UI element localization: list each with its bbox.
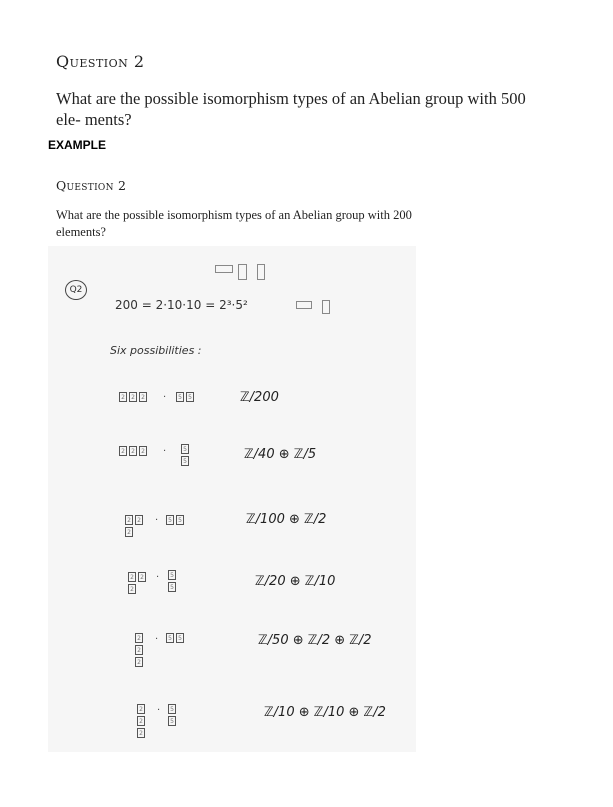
- sketch-diagram: [322, 300, 330, 314]
- question-text: What are the possible isomorphism types of an Abelian group with 500 ele- ments?: [56, 89, 526, 129]
- separator-dot: ·: [163, 392, 167, 403]
- separator-dot: ·: [163, 446, 167, 457]
- group-type: ℤ/20 ⊕ ℤ/10: [255, 574, 336, 589]
- example-label: EXAMPLE: [48, 138, 107, 152]
- example-question-heading: Question 2: [56, 178, 127, 193]
- question-heading: Question 2: [56, 52, 145, 71]
- group-type: ℤ/10 ⊕ ℤ/10 ⊕ ℤ/2: [264, 705, 386, 720]
- group-type: ℤ/50 ⊕ ℤ/2 ⊕ ℤ/2: [258, 633, 372, 648]
- sketch-diagram: [257, 264, 265, 280]
- separator-dot: ·: [155, 515, 159, 526]
- group-type: ℤ/40 ⊕ ℤ/5: [244, 447, 317, 462]
- example-question-text: What are the possible isomorphism types of an Abelian group with 200 elements?: [56, 208, 412, 239]
- sketch-diagram: [215, 265, 233, 273]
- group-type: ℤ/100 ⊕ ℤ/2: [246, 512, 327, 527]
- question-badge: Q2: [65, 280, 87, 300]
- separator-dot: ·: [157, 705, 161, 716]
- sketch-diagram: [238, 264, 247, 280]
- group-type: ℤ/200: [240, 390, 279, 405]
- factorization: 200 = 2·10·10 = 2³·5²: [115, 298, 248, 312]
- six-possibilities-label: Six possibilities :: [110, 344, 202, 357]
- sketch-diagram: [296, 301, 312, 309]
- handwritten-solution-image: [48, 246, 416, 752]
- separator-dot: ·: [156, 572, 160, 583]
- separator-dot: ·: [155, 634, 159, 645]
